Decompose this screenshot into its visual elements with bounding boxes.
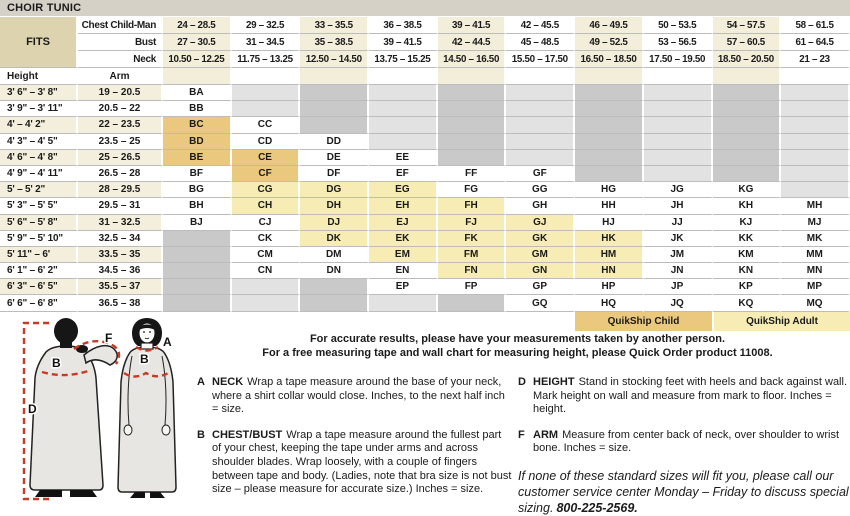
size-code-cell: EP [369, 279, 438, 295]
size-code-cell: HG [575, 182, 644, 198]
empty-cell [369, 101, 438, 117]
size-range-cell: 13.75 – 15.25 [369, 51, 438, 68]
quikship-child-label: QuikShip Child [575, 312, 712, 331]
size-code-cell: EH [369, 198, 438, 214]
empty-cell [644, 134, 713, 150]
size-code-cell: HP [575, 279, 644, 295]
size-range-cell: 42 – 45.5 [506, 17, 575, 34]
instruction-height [518, 376, 850, 417]
size-range-cell: 58 – 61.5 [781, 17, 850, 34]
size-code-cell: CM [232, 247, 301, 263]
empty-cell [575, 134, 644, 150]
size-range-cell: 24 – 28.5 [163, 17, 232, 34]
empty-cell [575, 101, 644, 117]
instruction-letter: A [197, 376, 205, 388]
size-range-cell: 12.50 – 14.50 [300, 51, 369, 68]
header-strip-cell [369, 68, 438, 85]
empty-cell [369, 295, 438, 311]
size-code-cell: BB [163, 101, 232, 117]
size-table [0, 17, 850, 312]
empty-cell [438, 101, 507, 117]
size-code-cell: DM [300, 247, 369, 263]
size-code-cell: DJ [300, 215, 369, 231]
height-cell: 3' 9" – 3' 11" [0, 101, 78, 117]
size-code-cell: DD [300, 134, 369, 150]
empty-cell [369, 134, 438, 150]
height-cell: 4' 3" – 4' 5" [0, 134, 78, 150]
empty-cell [506, 117, 575, 133]
size-code-cell: FJ [438, 215, 507, 231]
empty-cell [644, 166, 713, 182]
height-cell: 6' 1" – 6' 2" [0, 263, 78, 279]
height-cell: 5' 9" – 5' 10" [0, 231, 78, 247]
header-strip-cell [300, 68, 369, 85]
size-range-cell: 33 – 35.5 [300, 17, 369, 34]
size-code-cell: JN [644, 263, 713, 279]
size-range-cell: 35 – 38.5 [300, 34, 369, 51]
arm-cell: 34.5 – 36 [78, 263, 163, 279]
size-code-cell: CK [232, 231, 301, 247]
size-range-cell: 53 – 56.5 [644, 34, 713, 51]
empty-cell [506, 101, 575, 117]
size-code-cell: BF [163, 166, 232, 182]
empty-cell [438, 295, 507, 311]
empty-cell [781, 182, 850, 198]
size-code-cell: GH [506, 198, 575, 214]
size-code-cell: CD [232, 134, 301, 150]
size-range-cell: 18.50 – 20.50 [713, 51, 782, 68]
size-code-cell: BJ [163, 215, 232, 231]
size-range-cell: 39 – 41.5 [369, 34, 438, 51]
size-code-cell: DN [300, 263, 369, 279]
empty-cell [713, 150, 782, 166]
size-range-cell: 49 – 52.5 [575, 34, 644, 51]
size-code-cell: MM [781, 247, 850, 263]
empty-cell [232, 279, 301, 295]
arm-cell: 23.5 – 25 [78, 134, 163, 150]
arm-cell: 22 – 23.5 [78, 117, 163, 133]
empty-cell [163, 247, 232, 263]
size-code-cell: CF [232, 166, 301, 182]
height-cell: 5' 3" – 5' 5" [0, 198, 78, 214]
size-range-cell: 21 – 23 [781, 51, 850, 68]
size-code-cell: MQ [781, 295, 850, 311]
arm-cell: 26.5 – 28 [78, 166, 163, 182]
instruction-text: Wrap a tape measure around the fullest part of your chest, keeping the tape under arms and across shoulder blades. Wrap loosely, with a couple of fingers between tape and body. (Ladies, note that bra size is not bust size – please measure for accurate size.) Inches = size. [212, 428, 512, 496]
instruction-text: Stand in stocking feet with heels and back against wall. Mark height on wall and measure from mark to floor. Inches = height. [533, 376, 847, 416]
header-strip-cell [438, 68, 507, 85]
size-code-cell: JP [644, 279, 713, 295]
size-code-cell: BH [163, 198, 232, 214]
size-code-cell: BC [163, 117, 232, 133]
empty-cell [232, 85, 301, 101]
size-code-cell: JG [644, 182, 713, 198]
instruction-neck [197, 376, 513, 417]
size-range-cell: 11.75 – 13.25 [232, 51, 301, 68]
size-code-cell: MP [781, 279, 850, 295]
size-range-cell: 46 – 49.5 [575, 17, 644, 34]
empty-cell [300, 85, 369, 101]
size-code-cell: JK [644, 231, 713, 247]
size-range-cell: 45 – 48.5 [506, 34, 575, 51]
measure-row-label: Bust [78, 34, 163, 51]
size-code-cell: JJ [644, 215, 713, 231]
empty-cell [644, 117, 713, 133]
size-code-cell: DK [300, 231, 369, 247]
instruction-text: Wrap a tape measure around the base of your neck, where a shirt collar would close. Inches, to the next half inch = size. [212, 376, 505, 416]
size-code-cell: EN [369, 263, 438, 279]
size-code-cell: GM [506, 247, 575, 263]
size-code-cell: EM [369, 247, 438, 263]
height-cell: 6' 3" – 6' 5" [0, 279, 78, 295]
diagram-label-chest-back: B [52, 356, 61, 370]
empty-cell [438, 85, 507, 101]
instruction-body [533, 376, 850, 417]
empty-cell [713, 85, 782, 101]
size-code-cell: EK [369, 231, 438, 247]
size-code-cell: FM [438, 247, 507, 263]
size-code-cell: GN [506, 263, 575, 279]
height-cell: 4' 9" – 4' 11" [0, 166, 78, 182]
size-code-cell: CN [232, 263, 301, 279]
size-range-cell: 42 – 44.5 [438, 34, 507, 51]
empty-cell [781, 117, 850, 133]
empty-cell [713, 117, 782, 133]
page-title: CHOIR TUNIC [0, 0, 850, 17]
empty-cell [575, 166, 644, 182]
measure-row-label: Chest Child-Man [78, 17, 163, 34]
arm-cell: 32.5 – 34 [78, 231, 163, 247]
header-strip-cell [713, 68, 782, 85]
empty-cell [781, 85, 850, 101]
size-range-cell: 16.50 – 18.50 [575, 51, 644, 68]
measure-row-label: Neck [78, 51, 163, 68]
empty-cell [300, 279, 369, 295]
size-code-cell: KG [713, 182, 782, 198]
empty-cell [369, 85, 438, 101]
special-sizing-text: If none of these standard sizes will fit you, please call our customer service center Monday – Friday to discuss special sizing. [518, 468, 849, 515]
size-code-cell: MN [781, 263, 850, 279]
empty-cell [575, 117, 644, 133]
size-range-cell: 29 – 32.5 [232, 17, 301, 34]
size-code-cell: EF [369, 166, 438, 182]
size-code-cell: GJ [506, 215, 575, 231]
size-code-cell: KJ [713, 215, 782, 231]
empty-cell [438, 150, 507, 166]
size-range-cell: 31 – 34.5 [232, 34, 301, 51]
size-code-cell: HK [575, 231, 644, 247]
header-strip-cell [163, 68, 232, 85]
instruction-letter: D [518, 376, 526, 388]
empty-cell [781, 166, 850, 182]
instruction-letter: B [197, 428, 205, 441]
empty-cell [163, 263, 232, 279]
empty-cell [713, 134, 782, 150]
accuracy-note-line1: For accurate results, please have your measurements taken by another person. [309, 333, 726, 345]
size-code-cell: DH [300, 198, 369, 214]
special-sizing-note [518, 468, 850, 516]
size-code-cell: BG [163, 182, 232, 198]
arm-cell: 33.5 – 35 [78, 247, 163, 263]
size-range-cell: 50 – 53.5 [644, 17, 713, 34]
size-range-cell: 15.50 – 17.50 [506, 51, 575, 68]
size-code-cell: GQ [506, 295, 575, 311]
instruction-term: HEIGHT [533, 376, 575, 388]
height-cell: 5' – 5' 2" [0, 182, 78, 198]
empty-cell [575, 150, 644, 166]
size-code-cell: MJ [781, 215, 850, 231]
size-code-cell: DF [300, 166, 369, 182]
empty-cell [300, 117, 369, 133]
size-range-cell: 61 – 64.5 [781, 34, 850, 51]
header-strip-cell [575, 68, 644, 85]
empty-cell [781, 101, 850, 117]
instruction-term: CHEST/BUST [212, 428, 283, 441]
instruction-text: Measure from center back of neck, over shoulder to wrist bone. Inches = size. [533, 428, 840, 455]
size-code-cell: HM [575, 247, 644, 263]
instruction-letter: F [518, 428, 525, 441]
size-code-cell: MK [781, 231, 850, 247]
size-code-cell: CJ [232, 215, 301, 231]
empty-cell [438, 134, 507, 150]
size-code-cell: GK [506, 231, 575, 247]
diagram-label-neck: A [163, 335, 172, 349]
header-strip-cell [781, 68, 850, 85]
fits-label: FITS [0, 17, 78, 68]
size-code-cell: GF [506, 166, 575, 182]
empty-cell [713, 101, 782, 117]
arm-cell: 28 – 29.5 [78, 182, 163, 198]
accuracy-note [190, 333, 845, 360]
empty-cell [644, 150, 713, 166]
size-range-cell: 36 – 38.5 [369, 17, 438, 34]
arm-cell: 31 – 32.5 [78, 215, 163, 231]
size-code-cell: KK [713, 231, 782, 247]
empty-cell [163, 295, 232, 311]
size-code-cell: FF [438, 166, 507, 182]
size-code-cell: GG [506, 182, 575, 198]
accuracy-note-line2: For a free measuring tape and wall chart for measuring height, please Quick Order product 11008. [262, 346, 773, 359]
instruction-chest-bust [197, 429, 513, 497]
instructions-column-left [197, 376, 513, 509]
arm-cell: 35.5 – 37 [78, 279, 163, 295]
arm-cell: 29.5 – 31 [78, 198, 163, 214]
empty-cell [781, 134, 850, 150]
header-strip-cell [232, 68, 301, 85]
empty-cell [506, 134, 575, 150]
size-range-cell: 17.50 – 19.50 [644, 51, 713, 68]
instruction-body [212, 376, 513, 417]
empty-cell [781, 150, 850, 166]
instruction-body [533, 429, 850, 456]
size-range-cell: 57 – 60.5 [713, 34, 782, 51]
measurement-diagram [2, 316, 194, 508]
size-code-cell: EJ [369, 215, 438, 231]
empty-cell [506, 150, 575, 166]
size-code-cell: CH [232, 198, 301, 214]
size-code-cell: HH [575, 198, 644, 214]
size-range-cell: 27 – 30.5 [163, 34, 232, 51]
height-cell: 4' – 4' 2" [0, 117, 78, 133]
size-code-cell: MH [781, 198, 850, 214]
size-code-cell: EG [369, 182, 438, 198]
instructions-column-right [518, 376, 850, 516]
quikship-adult-label: QuikShip Adult [712, 312, 850, 331]
arm-cell: 36.5 – 38 [78, 295, 163, 311]
back-figure-head [54, 318, 78, 344]
header-strip-cell [644, 68, 713, 85]
empty-cell [369, 117, 438, 133]
height-cell: 5' 6" – 5' 8" [0, 215, 78, 231]
size-code-cell: CG [232, 182, 301, 198]
height-cell: 4' 6" – 4' 8" [0, 150, 78, 166]
size-code-cell: DG [300, 182, 369, 198]
size-code-cell: HJ [575, 215, 644, 231]
instruction-arm [518, 429, 850, 456]
size-code-cell: KM [713, 247, 782, 263]
size-range-cell: 39 – 41.5 [438, 17, 507, 34]
size-code-cell: DE [300, 150, 369, 166]
height-cell: 5' 11" – 6' [0, 247, 78, 263]
size-code-cell: FK [438, 231, 507, 247]
empty-cell [644, 85, 713, 101]
arm-column-header: Arm [78, 68, 163, 85]
empty-cell [232, 101, 301, 117]
size-code-cell: KQ [713, 295, 782, 311]
diagram-label-height: D [28, 402, 37, 416]
size-code-cell: KN [713, 263, 782, 279]
header-strip-cell [506, 68, 575, 85]
arm-cell: 20.5 – 22 [78, 101, 163, 117]
size-code-cell: KP [713, 279, 782, 295]
empty-cell [300, 295, 369, 311]
instruction-term: NECK [212, 376, 244, 388]
instruction-body [212, 429, 513, 497]
size-code-cell: HN [575, 263, 644, 279]
size-code-cell: HQ [575, 295, 644, 311]
size-code-cell: GP [506, 279, 575, 295]
size-code-cell: FH [438, 198, 507, 214]
empty-cell [438, 117, 507, 133]
empty-cell [506, 85, 575, 101]
height-cell: 6' 6" – 6' 8" [0, 295, 78, 311]
empty-cell [575, 85, 644, 101]
empty-cell [163, 279, 232, 295]
size-range-cell: 14.50 – 16.50 [438, 51, 507, 68]
size-code-cell: JQ [644, 295, 713, 311]
height-cell: 3' 6" – 3' 8" [0, 85, 78, 101]
empty-cell [163, 231, 232, 247]
empty-cell [232, 295, 301, 311]
diagram-label-bust-front: B [140, 352, 149, 366]
size-range-cell: 54 – 57.5 [713, 17, 782, 34]
size-code-cell: CC [232, 117, 301, 133]
size-code-cell: FP [438, 279, 507, 295]
size-code-cell: BE [163, 150, 232, 166]
size-code-cell: EE [369, 150, 438, 166]
empty-cell [713, 166, 782, 182]
size-code-cell: KH [713, 198, 782, 214]
size-code-cell: BA [163, 85, 232, 101]
size-code-cell: FN [438, 263, 507, 279]
size-code-cell: JM [644, 247, 713, 263]
size-code-cell: JH [644, 198, 713, 214]
arm-cell: 25 – 26.5 [78, 150, 163, 166]
height-column-header: Height [0, 68, 78, 85]
empty-cell [300, 101, 369, 117]
diagram-label-arm: F [105, 331, 113, 345]
size-code-cell: BD [163, 134, 232, 150]
size-code-cell: FG [438, 182, 507, 198]
size-range-cell: 10.50 – 12.25 [163, 51, 232, 68]
empty-cell [644, 101, 713, 117]
customer-service-phone: 800-225-2569. [556, 500, 638, 515]
size-code-cell: CE [232, 150, 301, 166]
arm-cell: 19 – 20.5 [78, 85, 163, 101]
instruction-term: ARM [533, 428, 559, 441]
